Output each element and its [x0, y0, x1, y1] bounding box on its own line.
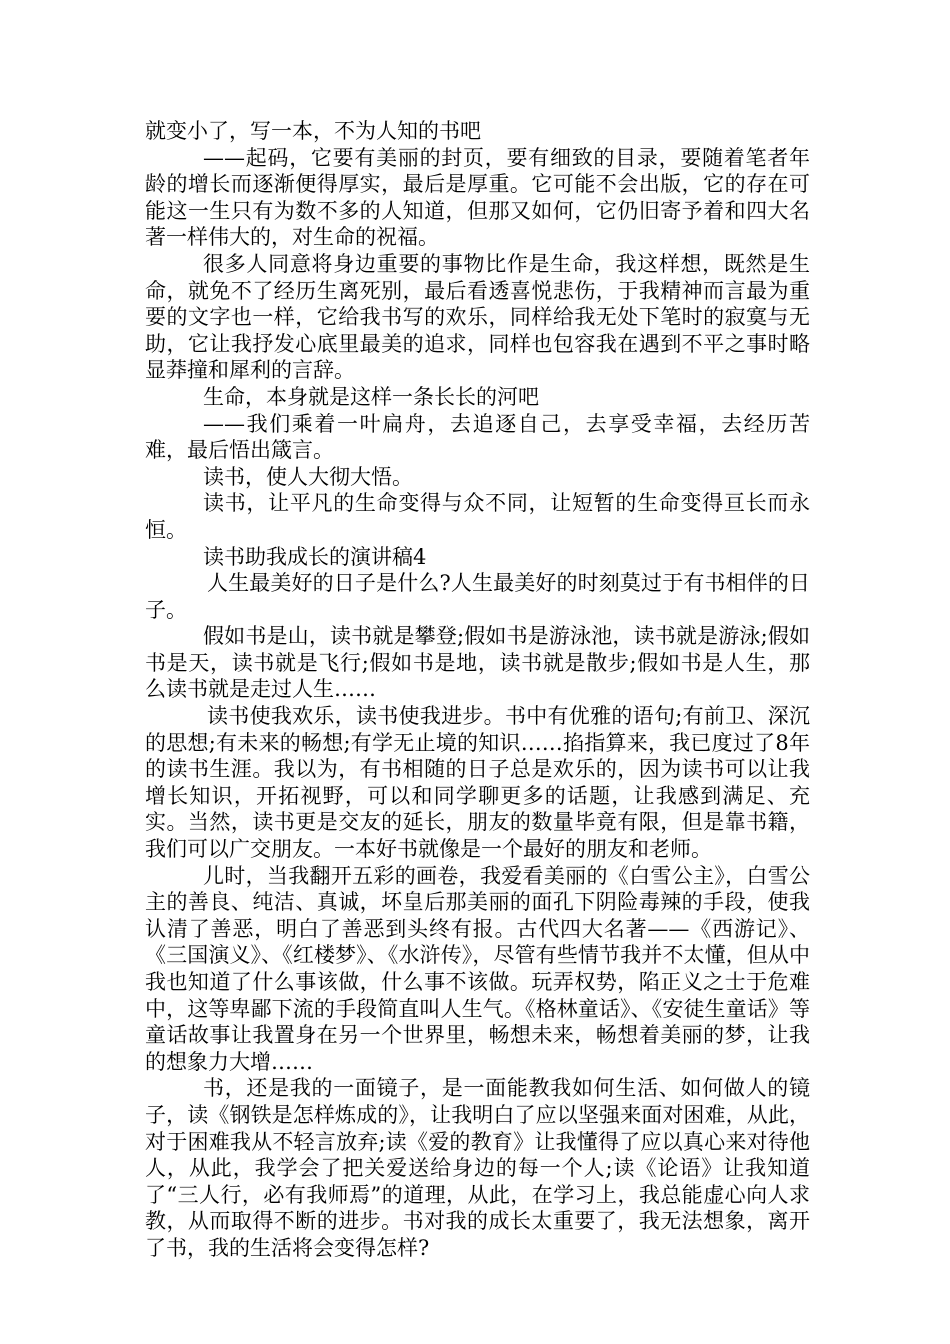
paragraph: 很多人同意将身边重要的事物比作是生命，我这样想，既然是生命，就免不了经历生离死别，最后看透喜悦悲伤，于我精神而言最为重要的文字也一样，它给我书写的欢乐，同样给我无处下笔时的寂寞与无助，它让我抒发心底里最美的追求，同样也包容我在遇到不平之事时略显莽撞和犀利的言辞。 [145, 251, 810, 383]
paragraph: 儿时，当我翻开五彩的画卷，我爱看美丽的《白雪公主》，白雪公主的善良、纯洁、真诚，坏皇后那美丽的面孔下阴险毒辣的手段，使我认清了善恶，明白了善恶到头终有报。古代四大名著——《西游记》、《三国演义》、《红楼梦》、《水浒传》，尽管有些情节我并不太懂，但从中我也知道了什么事该做，什么事不该做。玩弄权势，陷正义之士于危难中，这等卑鄙下流的手段简直叫人生气。《格林童话》、《安徒生童话》等童话故事让我置身在另一个世界里，畅想未来，畅想着美丽的梦，让我的想象力大增…… [145, 863, 810, 1074]
paragraph-continuation: 就变小了，写一本，不为人知的书吧 [145, 119, 481, 143]
paragraph: 人生最美好的日子是什么?人生最美好的时刻莫过于有书相伴的日子。 [145, 571, 810, 622]
paragraph: 书，还是我的一面镜子，是一面能教我如何生活、如何做人的镜子，读《钢铁是怎样炼成的》，让我明白了应以坚强来面对困难，从此，对于困难我从不轻言放弃;读《爱的教育》让我懂得了应以真心来对待他人，从此，我学会了把关爱送给身边的每一个人;读《论语》让我知道了“三人行，必有我师焉”的道理，从此，在学习上，我总能虚心向人求教，从而取得不断的进步。书对我的成长太重要了，我无法想象，离开了书，我的生活将会变得怎样? [145, 1076, 810, 1260]
section-title: 读书助我成长的演讲稿4 [203, 544, 427, 569]
paragraph: 生命，本身就是这样一条长长的河吧 [203, 384, 539, 409]
paragraph: ——起码，它要有美丽的封页，要有细致的目录，要随着笔者年龄的增长而逐渐便得厚实，最后是厚重。它可能不会出版，它的存在可能这一生只有为数不多的人知道，但那又如何，它仍旧寄予着和四大名著一样伟大的，对生命的祝福。 [145, 145, 810, 250]
paragraph: ——我们乘着一叶扁舟，去追逐自己，去享受幸福，去经历苦难，最后悟出箴言。 [145, 411, 810, 463]
paragraph: 读书使我欢乐，读书使我进步。书中有优雅的语句;有前卫、深沉的思想;有未来的畅想;有学无止境的知识……掐指算来，我已度过了8年的读书生涯。我以为，有书相随的日子总是欢乐的，因为读书可以让我增长知识，开拓视野，可以和同学聊更多的话题，让我感到满足、充实。当然，读书更是交友的延长，朋友的数量毕竟有限，但是靠书籍，我们可以广交朋友。一本好书就像是一个最好的朋友和老师。 [145, 704, 810, 862]
document-body [145, 118, 810, 1262]
paragraph: 假如书是山，读书就是攀登;假如书是游泳池，读书就是游泳;假如书是天，读书就是飞行;假如书是地，读书就是散步;假如书是人生，那么读书就是走过人生…… [145, 624, 810, 702]
paragraph: 读书，使人大彻大悟。 [203, 464, 413, 489]
paragraph: 读书，让平凡的生命变得与众不同，让短暂的生命变得亘长而永恒。 [145, 491, 810, 542]
